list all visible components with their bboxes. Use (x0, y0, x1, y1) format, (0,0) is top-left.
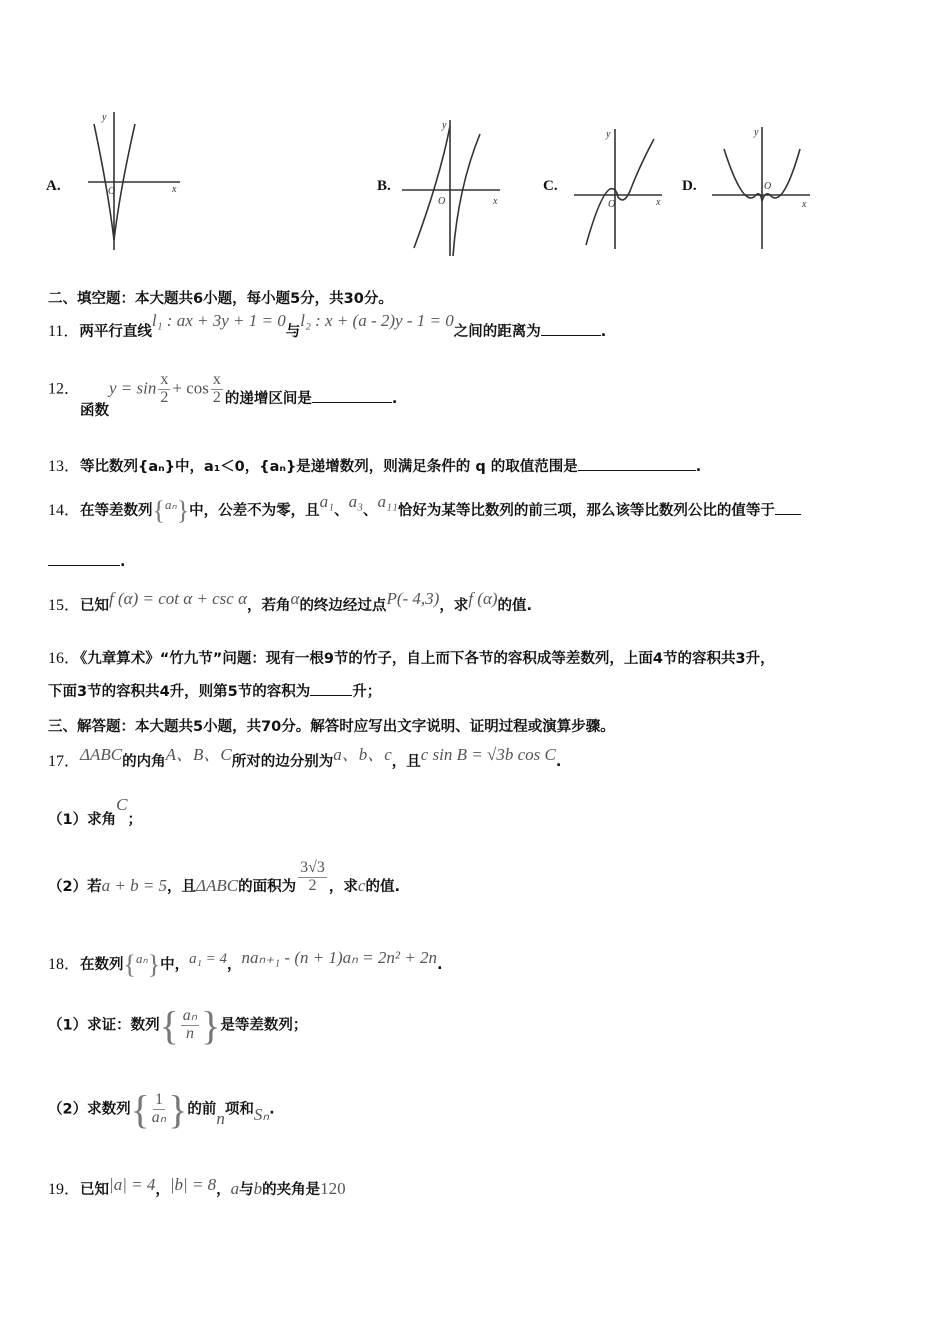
text: ，若角 (247, 598, 291, 614)
text: 在等差数列 (80, 503, 153, 519)
question-19 (48, 1176, 346, 1199)
text: （2）求数列 (48, 1101, 131, 1118)
svg-text:x: x (172, 184, 177, 195)
svg-text:O: O (764, 181, 772, 192)
fraction: $\frac{x}{2}$ (212, 371, 221, 406)
text: 的终边经过点 (299, 598, 387, 614)
math: aₙ (136, 951, 148, 966)
math: y = sin (109, 378, 157, 398)
math: a + b = 5 (101, 876, 168, 896)
option-d-label: D. (682, 178, 697, 194)
answer-blank[interactable] (48, 553, 120, 566)
question-16-cont (48, 680, 381, 701)
math: ΔABC (80, 745, 123, 764)
math: a₃ (348, 492, 364, 511)
math: + cos (172, 378, 209, 398)
svg-text:x: x (493, 196, 498, 207)
question-18-part-1: （1）求证：数列{ $\frac{\text{aₙ}}{n}$ }是等差数列； (48, 1003, 308, 1048)
answer-blank[interactable] (312, 390, 392, 403)
question-16 (48, 645, 775, 668)
text: 所对的边分别为 (231, 754, 334, 770)
text: ， (216, 1182, 231, 1198)
text: . (695, 459, 702, 475)
math: 120 (320, 1179, 346, 1198)
math: P(- 4,3) (386, 589, 440, 608)
text: . (600, 324, 607, 340)
math: ΔABC (196, 876, 239, 896)
option-b-label: B. (377, 178, 391, 194)
text: 已知 (80, 1182, 110, 1198)
text: 下面3节的容积共4升，则第5节的容积为 (48, 684, 311, 700)
math: f (α) = cot α + csc α (109, 589, 247, 608)
question-number: 12． (48, 380, 81, 398)
svg-text:y: y (442, 120, 447, 131)
text: 的值. (365, 879, 400, 896)
text: . (269, 1101, 275, 1118)
text: ， (155, 1182, 170, 1198)
question-number: 14． (48, 502, 81, 519)
graph-b (400, 118, 510, 258)
math: C (116, 795, 128, 814)
section-2-heading: 二、填空题：本大题共6小题，每小题5分，共30分。 (48, 291, 393, 307)
text: 的递增区间是 (224, 391, 312, 408)
math: a₁ = 4 (189, 951, 228, 967)
text: 与 (285, 324, 301, 340)
question-number: 16． (48, 650, 81, 667)
answer-blank[interactable] (578, 458, 696, 471)
answer-blank[interactable] (541, 323, 601, 336)
question-17-part-1 (48, 795, 142, 829)
text: . (391, 391, 398, 408)
fraction: $\frac{1}{\text{aₙ}}$ (151, 1091, 167, 1126)
question-12 (48, 371, 398, 420)
option-c-label: C. (543, 178, 558, 194)
text: ，且 (391, 754, 421, 770)
text: 升； (352, 684, 382, 700)
text: 等比数列{aₙ}中，a₁＜0，{aₙ}是递增数列，则满足条件的 q 的取值范围是 (80, 459, 578, 475)
math: Sₙ (253, 1104, 270, 1124)
question-14-cont (48, 553, 126, 570)
question-number: 17． (48, 753, 81, 770)
graph-d (710, 125, 820, 250)
text: 恰好为某等比数列的前三项，那么该等比数列公比的值等于 (397, 503, 775, 519)
text: 的前 (187, 1101, 217, 1118)
math: f (α) (468, 589, 498, 608)
svg-text:O: O (108, 186, 116, 197)
text: 项和 (224, 1101, 254, 1118)
svg-text:O: O (438, 196, 446, 207)
math: α (290, 589, 300, 608)
option-a-label: A. (46, 178, 61, 194)
text: 是等差数列； (220, 1017, 308, 1034)
fraction: $\frac{\text{aₙ}}{n}$ (182, 1007, 198, 1042)
math: aₙ (165, 497, 177, 512)
svg-text:x: x (802, 199, 807, 210)
question-number: 13． (48, 458, 81, 475)
math: A、B、C (165, 745, 232, 764)
fraction: $\frac{3√3}{2}$ (300, 859, 325, 894)
question-11 (48, 311, 607, 341)
text: 在数列 (80, 957, 124, 973)
text: 中， (160, 957, 190, 973)
text: 的值. (497, 598, 533, 614)
question-14: 14．在等差数列{aₙ}中，公差不为零，且a₁、a₃、a₁₁恰好为某等比数列的前三项，那么该等比数列公比的值等于 (48, 496, 801, 526)
math: c (357, 876, 366, 896)
text: 已知 (80, 598, 110, 614)
text: （2）若 (48, 879, 102, 896)
text: （1）求角 (48, 812, 117, 828)
text: 函数 (80, 403, 110, 420)
text: 、 (334, 503, 349, 519)
math: n (216, 1108, 225, 1128)
math: b (253, 1179, 263, 1198)
question-17 (48, 746, 561, 771)
text: ； (127, 812, 142, 828)
question-number: 19． (48, 1181, 81, 1198)
question-18-part-2: （2）求数列{ $\frac{1}{\text{aₙ}}$ }的前n项和Sₙ. (48, 1087, 275, 1132)
graph-c (570, 125, 670, 250)
text: . (555, 754, 562, 770)
text: 《九章算术》“竹九节”问题：现有一根9节的竹子，自上而下各节的容积成等差数列，上面4节的容积共3升， (80, 651, 775, 667)
svg-text:x: x (656, 197, 661, 208)
math: a (230, 1179, 240, 1198)
text: ，且 (167, 879, 197, 896)
math: a、b、c (333, 745, 392, 764)
text: ， (227, 957, 242, 973)
svg-text:y: y (102, 112, 107, 123)
question-18: 18．在数列{aₙ}中，a₁ = 4，naₙ₊₁ - (n + 1)aₙ = 2n² + 2n. (48, 948, 443, 979)
graph-a (80, 110, 200, 260)
fraction: $\frac{x}{2}$ (160, 371, 169, 406)
math: a₁₁ (377, 492, 398, 511)
text: ，求 (328, 879, 358, 896)
math: naₙ₊₁ - (n + 1)aₙ = 2n² + 2n (241, 948, 437, 967)
text: . (436, 957, 443, 973)
math: a₁ (319, 492, 335, 511)
text: ，求 (439, 598, 469, 614)
math: |a| = 4 (109, 1175, 156, 1194)
svg-text:O: O (608, 199, 616, 210)
svg-text:y: y (754, 127, 759, 138)
question-number: 11． (48, 323, 80, 340)
answer-blank[interactable] (775, 502, 801, 515)
question-number: 18． (48, 956, 81, 973)
question-number: 15． (48, 597, 81, 614)
math-l2: l₂ : x + (a - 2)y - 1 = 0 (300, 311, 454, 330)
text: 中，公差不为零，且 (189, 503, 320, 519)
text: 的面积为 (238, 879, 297, 896)
text: 两平行直线 (79, 324, 152, 340)
math: |b| = 8 (169, 1175, 217, 1194)
question-17-part-2 (48, 860, 400, 895)
answer-blank[interactable] (310, 683, 352, 696)
section-3-heading: 三、解答题：本大题共5小题，共70分。解答时应写出文字说明、证明过程或演算步骤。 (48, 719, 615, 735)
question-15 (48, 589, 533, 615)
text: 、 (363, 503, 378, 519)
text: 的夹角是 (262, 1182, 321, 1198)
math-l1: l₁ : ax + 3y + 1 = 0 (151, 311, 286, 330)
text: 之间的距离为 (453, 324, 541, 340)
math: c sin B = √3b cos C (420, 745, 556, 764)
question-13 (48, 453, 701, 476)
text: . (120, 554, 126, 570)
text: 的内角 (122, 754, 166, 770)
svg-text:y: y (606, 129, 611, 140)
text: （1）求证：数列 (48, 1017, 160, 1034)
text: 与 (239, 1182, 254, 1198)
